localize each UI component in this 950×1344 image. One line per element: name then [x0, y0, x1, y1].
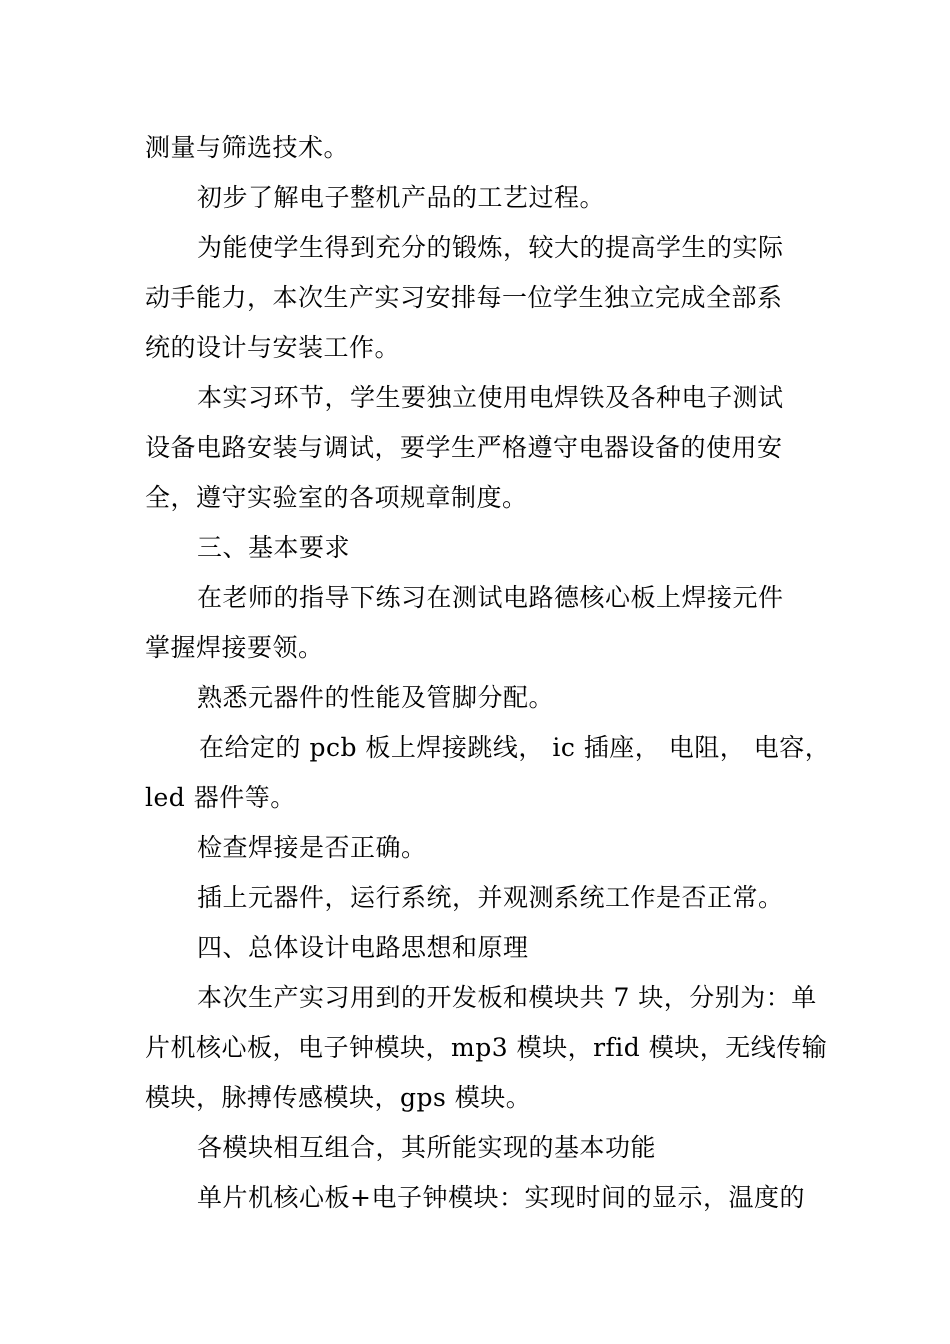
text-line: 本次生产实习用到的开发板和模块共 7 块，分别为：单 [197, 983, 817, 1012]
text-line: 各模块相互组合，其所能实现的基本功能 [197, 1133, 657, 1162]
text-line: 在给定的 pcb 板上焊接跳线， ic 插座， 电阻， 电容， [199, 733, 831, 762]
text-line: 单片机核心板+电子钟模块：实现时间的显示，温度的 [197, 1183, 805, 1212]
text-line: 统的设计与安装工作。 [145, 333, 401, 362]
text-line: 设备电路安装与调试，要学生严格遵守电器设备的使用安 [145, 433, 783, 462]
text-line: 本实习环节，学生要独立使用电焊铁及各种电子测试 [197, 383, 784, 412]
text-line: 插上元器件，运行系统，并观测系统工作是否正常。 [197, 883, 784, 912]
text-line: 片机核心板，电子钟模块，mp3 模块，rfid 模块，无线传输 [145, 1033, 828, 1062]
text-line: 测量与筛选技术。 [145, 133, 350, 162]
text-line: 动手能力，本次生产实习安排每一位学生独立完成全部系 [145, 283, 783, 312]
text-line: 模块，脉搏传感模块，gps 模块。 [145, 1083, 532, 1112]
section-heading: 三、基本要求 [197, 533, 351, 562]
text-line: led 器件等。 [145, 783, 296, 812]
text-line: 熟悉元器件的性能及管脚分配。 [197, 683, 555, 712]
text-line: 初步了解电子整机产品的工艺过程。 [197, 183, 606, 212]
text-line: 全，遵守实验室的各项规章制度。 [145, 483, 528, 512]
section-heading: 四、总体设计电路思想和原理 [197, 933, 529, 962]
text-line: 为能使学生得到充分的锻炼，较大的提高学生的实际 [197, 233, 784, 262]
text-line: 检查焊接是否正确。 [197, 833, 427, 862]
text-line: 掌握焊接要领。 [145, 633, 324, 662]
text-line: 在老师的指导下练习在测试电路德核心板上焊接元件 [197, 583, 784, 612]
